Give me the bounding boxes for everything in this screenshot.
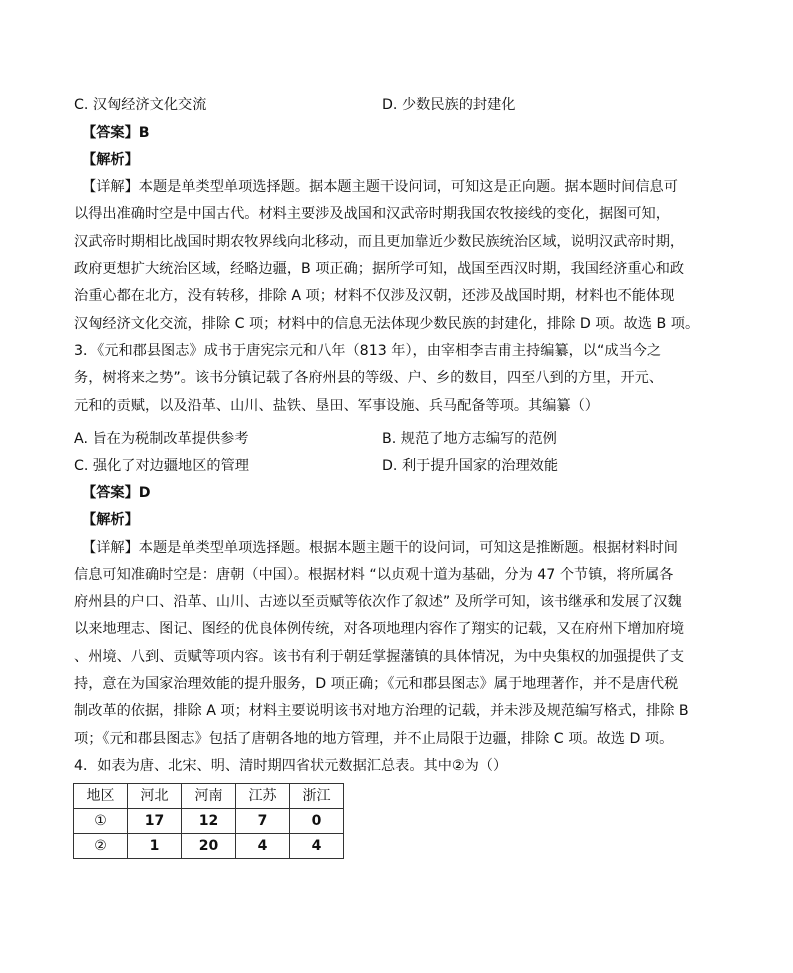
q2-analysis-label: 【解析】 [82,152,139,168]
table-cell: 0 [290,809,344,834]
q3-option-c: C. 强化了对边疆地区的管理 [74,458,249,474]
q3-detail-line: 项；《元和郡县图志》包括了唐朝各地的地方管理，并不止局限于边疆，排除 C 项。故选 D 项。 [74,731,674,747]
q3-detail-line: 以来地理志、图记、图经的优良体例传统，对各项地理内容作了翔实的记载，又在府州下增加府境 [74,621,685,637]
q2-detail-line: 【详解】本题是单类型单项选择题。据本题主题干设问词，可知这是正向题。据本题时间信息可 [82,179,678,195]
q2-detail-line: 汉匈经济文化交流，排除 C 项；材料中的信息无法体现少数民族的封建化，排除 D 项。故选 B 项。 [74,316,700,332]
q4-data-table [73,783,344,859]
q2-option-c: C. 汉匈经济文化交流 [74,97,207,113]
q3-stem-line: 务，树将来之势”。该书分镇记载了各府州县的等级、户、乡的数目，四至八到的方里，开元、 [74,370,664,386]
q3-answer: 【答案】D [82,485,151,501]
table-row [74,834,344,859]
table-cell: 4 [236,834,290,859]
table-row [74,809,344,834]
q3-option-a: A. 旨在为税制改革提供参考 [74,431,249,447]
q3-analysis-label: 【解析】 [82,512,139,528]
table-cell: 1 [128,834,182,859]
table-row-label: ② [74,834,128,859]
table-header-cell: 浙江 [290,784,344,809]
table-cell: 4 [290,834,344,859]
table-header-cell: 地区 [74,784,128,809]
q3-stem-line: 3．《元和郡县图志》成书于唐宪宗元和八年（813 年），由宰相李吉甫主持编纂，以“成当今之 [74,343,662,359]
table-cell: 12 [182,809,236,834]
q2-detail-line: 政府更想扩大统治区域，经略边疆，B 项正确；据所学可知，战国至西汉时期，我国经济重心和政 [74,261,685,277]
table-header-cell: 河北 [128,784,182,809]
q3-detail-line: 信息可知准确时空是：唐朝（中国）。根据材料 “以贞观十道为基础，分为 47 个节镇，将所属各 [74,567,674,583]
table-header-row [74,784,344,809]
q3-detail-line: 【详解】本题是单类型单项选择题。根据本题主题干的设问词，可知这是推断题。根据材料时间 [82,540,678,556]
q3-detail-line: 制改革的依据，排除 A 项；材料主要说明该书对地方治理的记载，并未涉及规范编写格式，排除 B [74,703,689,719]
table-row-label: ① [74,809,128,834]
q3-stem-line: 元和的贡赋，以及沿革、山川、盐铁、垦田、军事设施、兵马配备等项。其编纂（） [74,398,599,414]
q4-stem: 4．如表为唐、北宋、明、清时期四省状元数据汇总表。其中②为（） [74,758,508,774]
q3-option-d: D. 利于提升国家的治理效能 [382,458,559,474]
table-cell: 17 [128,809,182,834]
q3-option-b: B. 规范了地方志编写的范例 [382,431,557,447]
q2-detail-line: 治重心都在北方，没有转移，排除 A 项；材料不仅涉及汉朝，还涉及战国时期，材料也不能体现 [74,288,675,304]
table-header-cell: 河南 [182,784,236,809]
table-cell: 20 [182,834,236,859]
q2-detail-line: 以得出准确时空是中国古代。材料主要涉及战国和汉武帝时期我国农牧接线的变化，据图可知， [74,206,670,222]
table-cell: 7 [236,809,290,834]
q3-detail-line: 持，意在为国家治理效能的提升服务，D 项正确；《元和郡县图志》属于地理著作，并不是唐代税 [74,676,679,692]
q2-option-d: D. 少数民族的封建化 [382,97,516,113]
table-header-cell: 江苏 [236,784,290,809]
q2-answer: 【答案】B [82,125,150,141]
q3-detail-line: 、州境、八到、贡赋等项内容。该书有利于朝廷掌握藩镇的具体情况，为中央集权的加强提供了支 [74,649,685,665]
q2-detail-line: 汉武帝时期相比战国时期农牧界线向北移动，而且更加靠近少数民族统治区域，说明汉武帝时期， [74,234,685,250]
q3-detail-line: 府州县的户口、沿革、山川、古迹以至贡赋等依次作了叙述” 及所学可知，该书继承和发展了汉魏 [74,594,682,610]
